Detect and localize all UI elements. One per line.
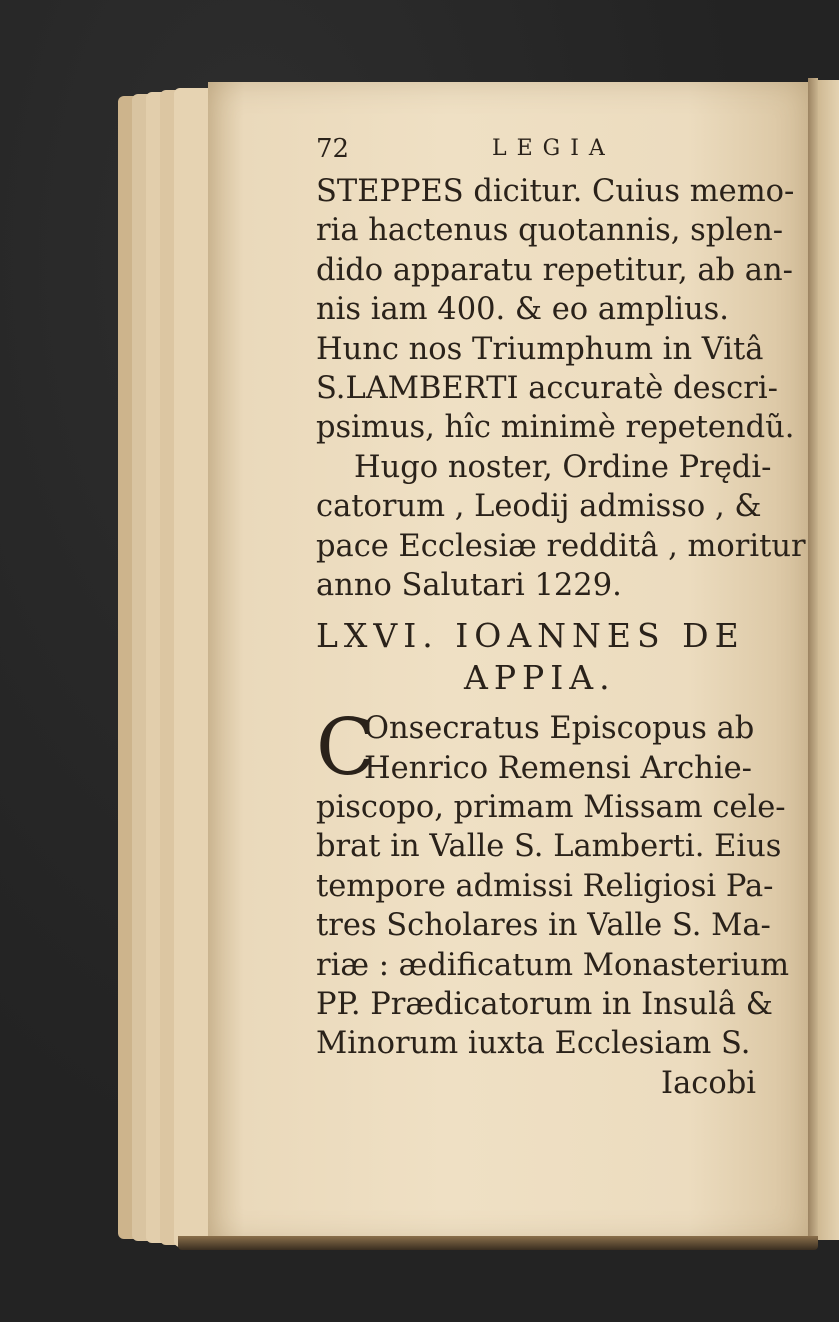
text-line: anno Salutari 1229.: [316, 567, 622, 603]
text-line: ria hactenus quotannis, splen-: [316, 213, 784, 249]
text-line: riæ : ædificatum Monasterium: [316, 947, 790, 983]
text-line: brat in Valle S. Lamberti. Eius: [316, 829, 782, 865]
text-line: tres Scholares in Valle S. Ma-: [316, 908, 771, 944]
page-number: 72: [316, 134, 350, 164]
text-line: dido apparatu repetitur, ab an-: [316, 252, 793, 288]
text-line: STEPPES dicitur. Cuius memo-: [316, 174, 795, 209]
text-line: catorum , Leodij admisso , &: [316, 489, 762, 525]
section-heading: LXVI. IOANNES DE: [316, 616, 745, 656]
book-bottom-edge: [178, 1236, 818, 1250]
text-line: pace Ecclesiæ redditâ , moritur: [316, 528, 806, 564]
text-line: nis iam 400. & eo amplius.: [316, 292, 729, 328]
text-line: psimus, hîc minimè repetendũ.: [316, 410, 795, 446]
text-block: [316, 128, 806, 1103]
book-spine: [808, 78, 818, 1243]
drop-cap: C: [316, 703, 376, 794]
text-line: Onsecratus Episcopus ab: [364, 711, 755, 747]
page-header: [316, 128, 776, 172]
paragraph: [316, 703, 790, 1064]
catchword: Iacobi: [661, 1065, 756, 1101]
facing-page-edge: [818, 80, 839, 1240]
running-head: LEGIA: [492, 136, 615, 161]
text-line: Minorum iuxta Ecclesiam S.: [316, 1026, 751, 1062]
text-line: piscopo, primam Missam cele-: [316, 790, 786, 826]
text-line: S.LAMBERTI accuratè descri-: [316, 370, 778, 406]
text-line: Hunc nos Triumphum in Vitâ: [316, 331, 764, 367]
text-line: Hugo noster, Ordine Prędi-: [354, 449, 772, 485]
text-line: Henrico Remensi Archie-: [364, 750, 752, 786]
text-line: tempore admissi Religiosi Pa-: [316, 868, 774, 904]
section-heading: APPIA.: [464, 658, 616, 698]
text-line: PP. Prædicatorum in Insulâ &: [316, 987, 773, 1023]
